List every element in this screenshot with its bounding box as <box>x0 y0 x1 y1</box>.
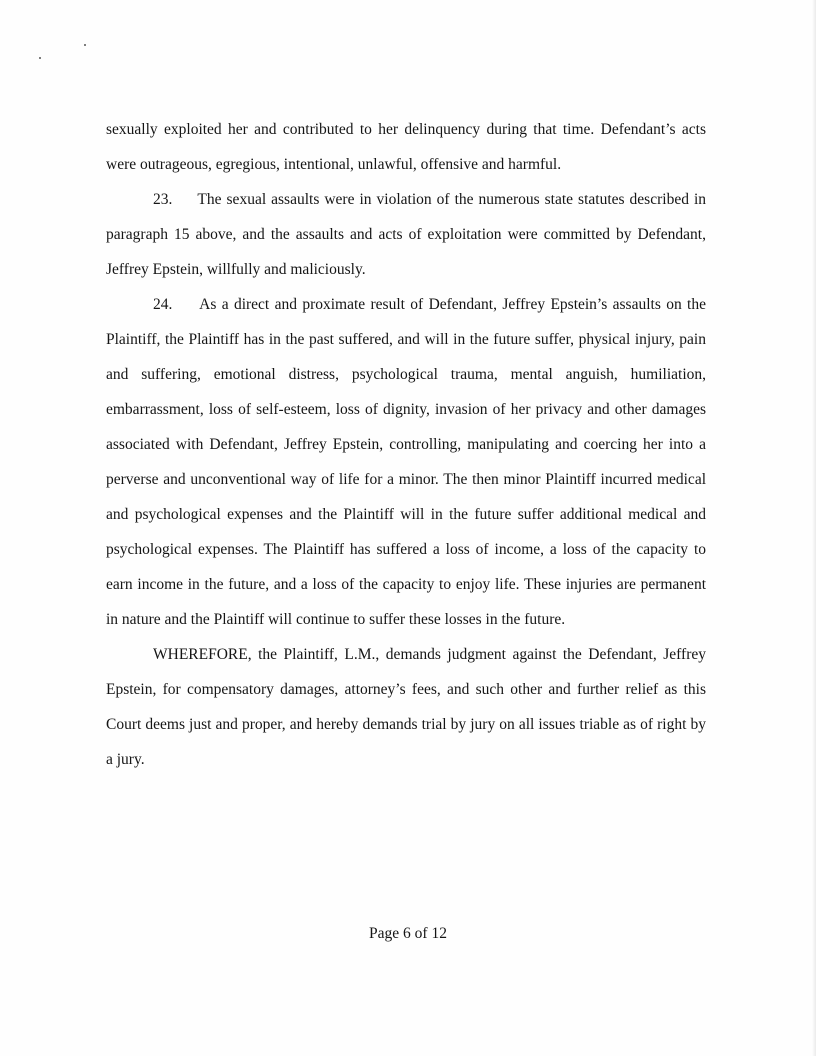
page-number-footer: Page 6 of 12 <box>369 925 447 942</box>
paragraph-text: As a direct and proximate result of Defendant, Jeffrey Epstein’s assaults on the Plaintiff, the Plaintiff has in the past suffered, and will in the future suffer, physical injury, pain and suffering, emotional distress, psychological trauma, mental anguish, humiliation, embarrassment, loss of self-esteem, loss of dignity, invasion of her privacy and other damages associated with Defendant, Jeffrey Epstein, controlling, manipulating and coercing her into a perverse and unconventional way of life for a minor. The then minor Plaintiff incurred medical and psychological expenses and the Plaintiff will in the future suffer additional medical and psychological expenses. The Plaintiff has suffered a loss of income, a loss of the capacity to earn income in the future, and a loss of the capacity to enjoy life. These injuries are permanent in nature and the Plaintiff will continue to suffer these losses in the future. <box>106 296 706 628</box>
paragraph-number: 24. <box>153 296 173 313</box>
scan-speck <box>39 57 41 59</box>
paragraph-24 <box>106 287 706 637</box>
paragraph-continuation <box>106 112 706 182</box>
paragraph-text: sexually exploited her and contributed to her delinquency during that time. Defendant’s acts were outrageous, egregious, intentional, unlawful, offensive and harmful. <box>106 121 706 173</box>
paragraph-number: 23. <box>153 191 173 208</box>
page-edge-shadow <box>812 0 816 1056</box>
paragraph-wherefore <box>106 637 706 777</box>
paragraph-text: The sexual assaults were in violation of the numerous state statutes described in paragraph 15 above, and the assaults and acts of exploitation were committed by Defendant, Jeffrey Epstein, willfully and maliciously. <box>106 191 707 278</box>
scan-speck <box>84 44 86 46</box>
paragraph-text: WHEREFORE, the Plaintiff, L.M., demands judgment against the Defendant, Jeffrey Epstein, for compensatory damages, attorney’s fees, and such other and further relief as this Court deems just and proper, and hereby demands trial by jury on all issues triable as of right by a jury. <box>106 646 706 768</box>
paragraph-23 <box>106 182 706 287</box>
document-body <box>106 112 706 777</box>
